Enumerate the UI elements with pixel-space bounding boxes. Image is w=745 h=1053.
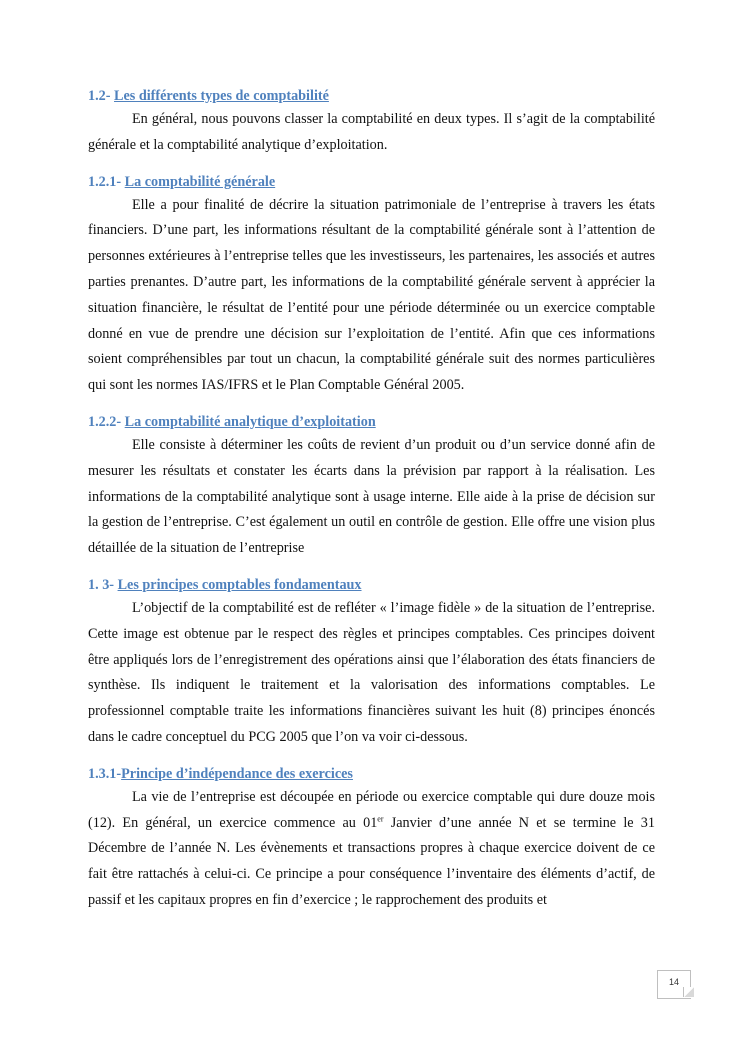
section-title: Principe d’indépendance des exercices (121, 765, 353, 782)
section-title: La comptabilité générale (124, 173, 276, 190)
page-number: 14 (657, 970, 691, 996)
paragraph-text: Janvier d’une année N et se termine le 31 Décembre de l’année N. Les évènements et transactions propres à chaque exercice doivent de ce fait être rattachés à celui-ci. Ce principe a pour conséquence l’inventaire des éléments d’actif, de passif et les capitaux propres en fin d’exercice ; le rapprochement des produits et (88, 814, 655, 908)
section-paragraph (88, 785, 655, 914)
section-paragraph: L’objectif de la comptabilité est de refléter « l’image fidèle » de la situation de l’entreprise. Cette image est obtenue par le respect des règles et principes comptables. Ces principes doivent être appliqués lors de l’enregistrement des opérations ainsi que l’élaboration des états financiers de synthèse. Ils indiquent le traitement et la valorisation des informations comptables. Le professionnel comptable traite les informations financières suivant les huit (8) principes énoncés dans le cadre conceptuel du PCG 2005 que l’on va voir ci-dessous. (88, 599, 655, 745)
section-heading-1-2-1 (88, 172, 655, 192)
section-paragraph: Elle consiste à déterminer les coûts de revient d’un produit ou d’un service donné afin de mesurer les résultats et constater les écarts dans la prévision par rapport à la réalisation. Les informations de la comptabilité analytique sont à usage interne. Elle aide à la prise de décision sur la gestion de l’entreprise. C’est également un outil en contrôle de gestion. Elle offre une vision plus détaillée de la situation de l’entreprise (88, 436, 655, 557)
section-heading-1-3-1 (88, 764, 655, 784)
section-number: 1.2- (88, 88, 115, 104)
section-title: Les différents types de comptabilité (114, 88, 329, 104)
section-number: 1.2.2- (88, 413, 125, 430)
section-paragraph: En général, nous pouvons classer la comptabilité en deux types. Il s’agit de la comptabilité générale et la comptabilité analytique d’exploitation. (88, 111, 655, 153)
section-title: La comptabilité analytique d’exploitation (124, 413, 376, 430)
section-heading-1-2 (88, 86, 655, 106)
page-corner-fold (683, 987, 694, 997)
section-number: 1.3.1- (88, 765, 122, 782)
section-number: 1.2.1- (88, 173, 125, 190)
section-heading-1-2-2 (88, 412, 655, 432)
section-paragraph: Elle a pour finalité de décrire la situation patrimoniale de l’entreprise à travers les états financiers. D’une part, les informations résultant de la comptabilité générale sont à l’attention de personnes extérieures à l’entreprise telles que les investisseurs, les partenaires, les associés et autres parties prenantes. D’autre part, les informations de la comptabilité générale servent à apprécier la situation financière, le résultat de l’entité pour une période déterminée ou un exercice comptable donné en vue de prendre une décision sur l’exploitation de l’entité. Afin que ces informations soient compréhensibles par tout un chacun, la comptabilité générale suit des normes particulières qui sont les normes IAS/IFRS et le Plan Comptable Général 2005. (88, 196, 655, 394)
section-heading-1-3 (88, 575, 655, 595)
page-content (88, 86, 655, 914)
superscript-text: er (377, 813, 384, 823)
paragraph-text: La vie de l’entreprise est découpée en période ou exercice comptable qui dure douze mois (12). En général, un exercice commence au 01 (88, 788, 655, 831)
section-number: 1. 3- (88, 576, 118, 593)
section-title: Les principes comptables fondamentaux (117, 576, 362, 593)
